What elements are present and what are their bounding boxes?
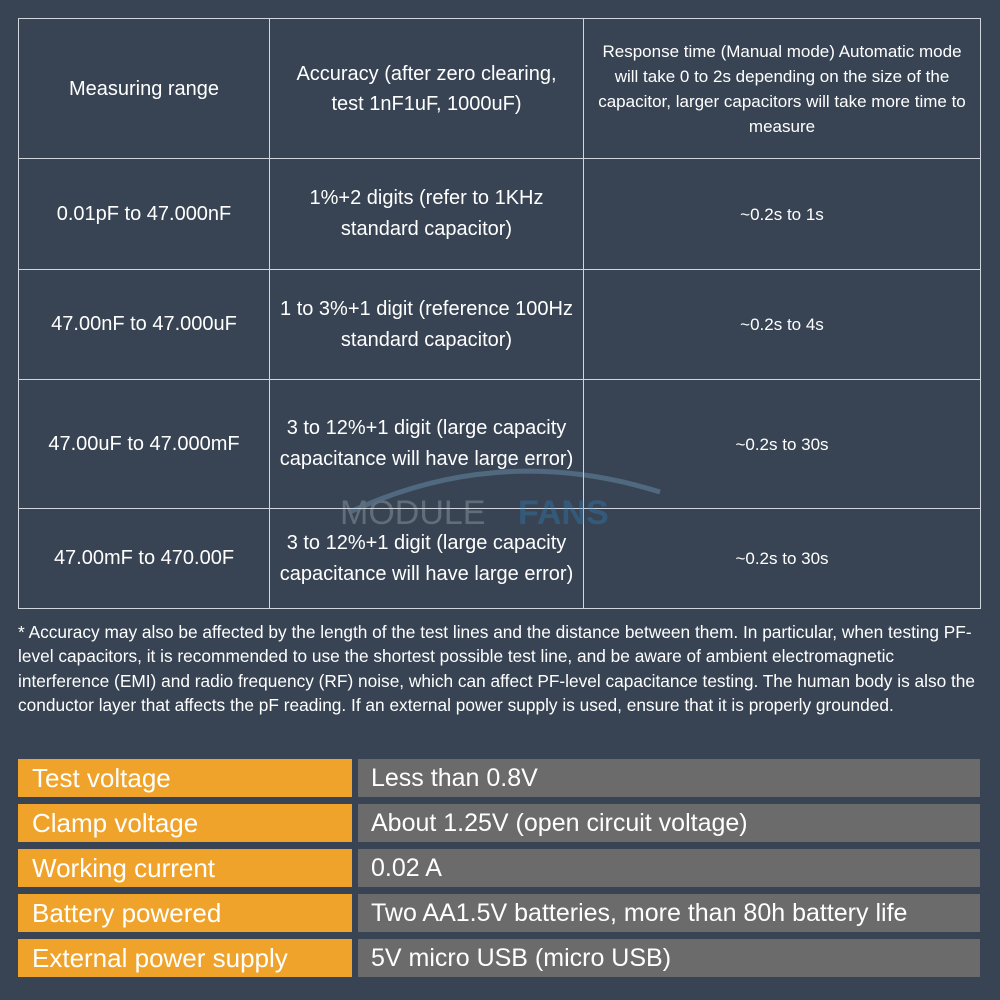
cell-range: 47.00uF to 47.000mF <box>19 380 270 509</box>
param-label: External power supply <box>18 939 352 977</box>
cell-response: ~0.2s to 30s <box>584 380 981 509</box>
param-label: Working current <box>18 849 352 887</box>
cell-response: ~0.2s to 30s <box>584 509 981 609</box>
cell-range: 47.00nF to 47.000uF <box>19 270 270 380</box>
table-row <box>19 380 981 509</box>
cell-range: 47.00mF to 470.00F <box>19 509 270 609</box>
param-row-test-voltage <box>18 759 980 797</box>
param-row-clamp-voltage <box>18 804 980 842</box>
header-measuring-range: Measuring range <box>19 19 270 159</box>
watermark-text-left: MODULE <box>340 494 486 532</box>
param-row-external-power <box>18 939 980 977</box>
param-value: Less than 0.8V <box>358 759 980 797</box>
watermark-text-right: FANS <box>518 494 609 532</box>
cell-accuracy: 1%+2 digits (refer to 1KHz standard capacitor) <box>270 159 584 270</box>
table-header-row <box>19 19 981 159</box>
param-value: About 1.25V (open circuit voltage) <box>358 804 980 842</box>
cell-response: ~0.2s to 4s <box>584 270 981 380</box>
capacitance-spec-table <box>18 18 981 609</box>
param-label: Clamp voltage <box>18 804 352 842</box>
accuracy-footnote: * Accuracy may also be affected by the length of the test lines and the distance between them. In particular, when testing PF-level capacitors, it is recommended to use the shortest possible test line, and be aware of ambient electromagnetic interference (EMI) and radio frequency (RF) noise, which can affect PF-level capacitance testing. The human body is also the conductor layer that affects the pF reading. If an external power supply is used, ensure that it is properly grounded. <box>18 622 976 715</box>
cell-accuracy: 1 to 3%+1 digit (reference 100Hz standard capacitor) <box>270 270 584 380</box>
cell-accuracy: 3 to 12%+1 digit (large capacity capacitance will have large error) <box>270 509 584 609</box>
param-value: Two AA1.5V batteries, more than 80h battery life <box>358 894 980 932</box>
param-value: 5V micro USB (micro USB) <box>358 939 980 977</box>
param-row-battery-powered <box>18 894 980 932</box>
header-accuracy: Accuracy (after zero clearing, test 1nF1uF, 1000uF) <box>270 19 584 159</box>
cell-range: 0.01pF to 47.000nF <box>19 159 270 270</box>
table-row <box>19 270 981 380</box>
table-row <box>19 159 981 270</box>
param-label: Battery powered <box>18 894 352 932</box>
param-row-working-current <box>18 849 980 887</box>
param-value: 0.02 A <box>358 849 980 887</box>
cell-accuracy: 3 to 12%+1 digit (large capacity capacitance will have large error) <box>270 380 584 509</box>
parameter-list <box>18 759 980 984</box>
table-row <box>19 509 981 609</box>
header-response-time: Response time (Manual mode) Automatic mode will take 0 to 2s depending on the size of the capacitor, larger capacitors will take more time to measure <box>584 19 981 159</box>
param-label: Test voltage <box>18 759 352 797</box>
cell-response: ~0.2s to 1s <box>584 159 981 270</box>
